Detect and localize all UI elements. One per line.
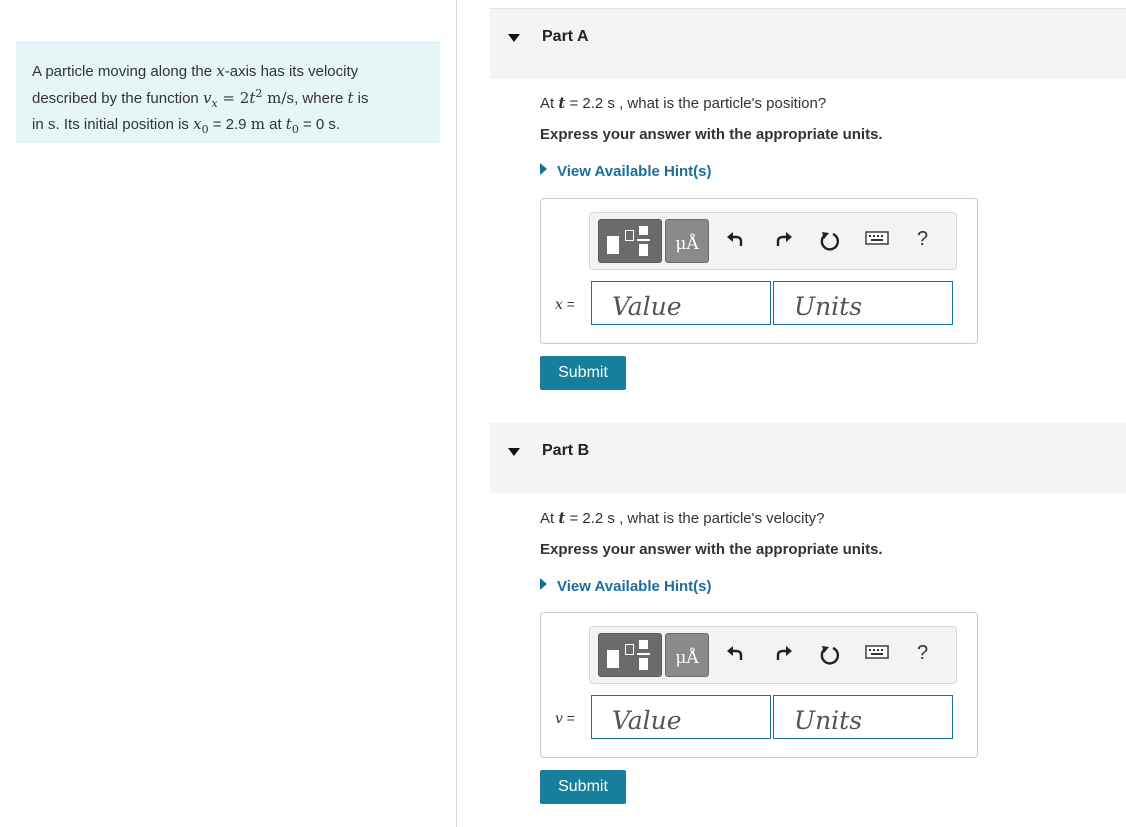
problem-math: = 2 xyxy=(217,88,250,107)
templates-icon[interactable] xyxy=(598,219,662,263)
units-input[interactable] xyxy=(773,281,953,325)
units-icon[interactable]: μÅ xyxy=(665,219,709,263)
question-math: t xyxy=(558,94,566,112)
problem-text: = 2.9 xyxy=(208,116,251,133)
problem-math: x xyxy=(211,96,218,110)
problem-text: . Its initial position is xyxy=(55,116,194,133)
column-divider xyxy=(456,0,457,827)
variable-label xyxy=(555,296,575,313)
problem-statement xyxy=(16,42,440,143)
problem-math: t xyxy=(249,88,256,107)
question-text: At xyxy=(540,510,559,527)
problem-math: 2 xyxy=(255,86,263,100)
math-toolbar xyxy=(589,212,957,270)
redo-icon[interactable] xyxy=(771,644,795,668)
undo-icon[interactable] xyxy=(724,230,748,254)
problem-text: A particle moving along the xyxy=(32,63,217,80)
part-b-hint-link[interactable] xyxy=(540,578,712,595)
problem-math: 0 xyxy=(201,123,209,136)
part-b-title: Part B xyxy=(542,442,590,459)
variable-symbol: v xyxy=(555,711,563,727)
reset-icon[interactable] xyxy=(818,230,842,254)
question-text: At xyxy=(540,95,559,112)
part-a-title: Part A xyxy=(542,28,589,45)
part-b-header[interactable] xyxy=(490,423,1126,493)
part-a-answer-box xyxy=(540,198,978,344)
expand-arrow-icon xyxy=(540,578,547,590)
problem-math: 0 xyxy=(291,123,299,136)
templates-icon[interactable] xyxy=(598,633,662,677)
units-input[interactable] xyxy=(773,695,953,739)
math-toolbar xyxy=(589,626,957,684)
problem-text: -axis has its velocity xyxy=(224,63,359,80)
problem-text: is xyxy=(353,89,369,107)
problem-math: x xyxy=(193,115,202,133)
hint-label: View Available Hint(s) xyxy=(557,578,712,595)
part-a-hint-link[interactable] xyxy=(540,163,712,180)
problem-math: t xyxy=(285,115,292,133)
keyboard-icon[interactable] xyxy=(865,230,889,254)
part-b-instruction: Express your answer with the appropriate units. xyxy=(540,541,883,558)
problem-math: m xyxy=(250,115,265,133)
problem-math: m/s xyxy=(262,88,295,107)
problem-text: described by the function xyxy=(32,89,203,107)
value-input[interactable] xyxy=(591,281,771,325)
part-b-answer-box xyxy=(540,612,978,758)
expand-arrow-icon xyxy=(540,163,547,175)
part-a-header[interactable] xyxy=(490,9,1126,79)
hint-label: View Available Hint(s) xyxy=(557,163,712,180)
help-icon[interactable]: ? xyxy=(917,228,929,250)
problem-text: , where xyxy=(294,89,348,107)
collapse-triangle-icon[interactable] xyxy=(508,448,520,456)
problem-text: in xyxy=(32,116,48,133)
part-a-question xyxy=(540,94,826,112)
problem-math: s xyxy=(47,115,56,133)
question-math: t xyxy=(558,509,566,527)
variable-symbol: x xyxy=(555,297,563,313)
units-icon[interactable]: μÅ xyxy=(665,633,709,677)
problem-math: t xyxy=(347,88,354,107)
part-a-submit-button[interactable]: Submit xyxy=(540,356,626,390)
part-a-instruction: Express your answer with the appropriate units. xyxy=(540,126,883,143)
variable-eq: = xyxy=(562,710,575,726)
problem-math: v xyxy=(202,88,212,107)
keyboard-icon[interactable] xyxy=(865,644,889,668)
problem-text: = 0 s. xyxy=(298,116,341,133)
problem-text: at xyxy=(264,116,286,133)
question-text: = 2.2 s , what is the particle's velocity? xyxy=(565,510,825,527)
question-text: = 2.2 s , what is the particle's position? xyxy=(565,95,827,112)
variable-label xyxy=(555,710,575,727)
value-input[interactable] xyxy=(591,695,771,739)
part-b-question xyxy=(540,509,825,527)
redo-icon[interactable] xyxy=(771,230,795,254)
help-icon[interactable]: ? xyxy=(917,642,929,664)
problem-math: x xyxy=(216,62,225,80)
undo-icon[interactable] xyxy=(724,644,748,668)
reset-icon[interactable] xyxy=(818,644,842,668)
part-b-submit-button[interactable]: Submit xyxy=(540,770,626,804)
variable-eq: = xyxy=(562,296,575,312)
collapse-triangle-icon[interactable] xyxy=(508,34,520,42)
